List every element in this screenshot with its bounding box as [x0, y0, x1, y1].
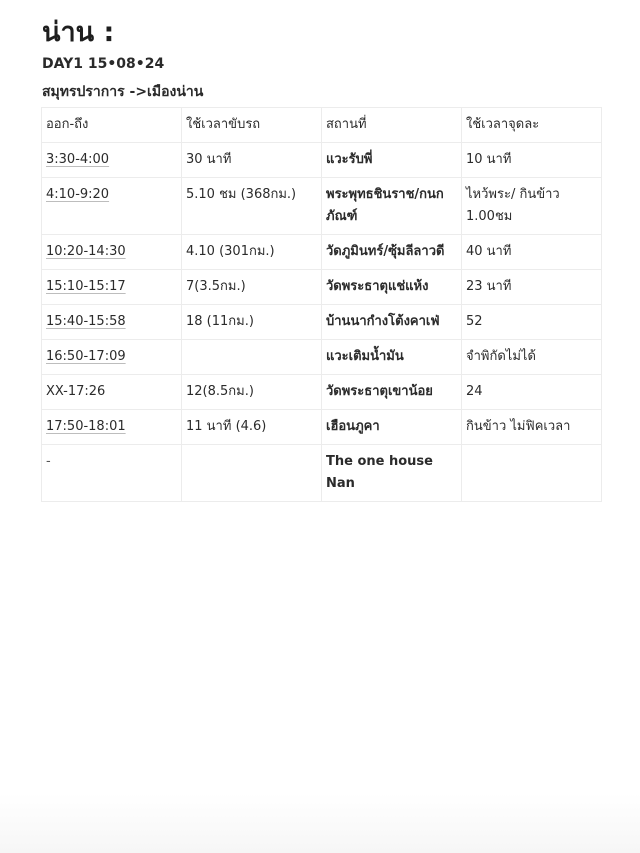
- cell-drive: [182, 410, 322, 445]
- cell-stay: [462, 445, 602, 502]
- table-row: [42, 305, 602, 340]
- cell-time: [42, 445, 182, 502]
- cell-drive: [182, 235, 322, 270]
- table-row: [42, 143, 602, 178]
- cell-time-text[interactable]: 15:40-15:58: [46, 314, 126, 329]
- cell-drive-text: 18 (11กม.): [186, 314, 254, 329]
- cell-place-text: พระพุทธชินราช/กนกภัณฑ์: [326, 187, 444, 224]
- cell-place-text: วัดภูมินทร์/ซุ้มลีลาวดี: [326, 244, 445, 259]
- cell-stay-text: 10 นาที: [466, 152, 512, 167]
- cell-place: [322, 270, 462, 305]
- table-row: [42, 375, 602, 410]
- cell-place: [322, 235, 462, 270]
- cell-drive: [182, 178, 322, 235]
- cell-stay-text: กินข้าว ไม่ฟิคเวลา: [466, 419, 571, 434]
- cell-time-text[interactable]: 3:30-4:00: [46, 152, 110, 167]
- cell-drive-text: 4.10 (301กม.): [186, 244, 275, 259]
- cell-drive-text: 12(8.5กม.): [186, 384, 254, 399]
- cell-drive-text: 5.10 ชม (368กม.): [186, 187, 297, 202]
- cell-place: [322, 305, 462, 340]
- table-row: [42, 270, 602, 305]
- cell-drive: [182, 270, 322, 305]
- header-cell-time: ออก-ถึง: [42, 108, 182, 143]
- cell-stay-text: จำพิกัดไม่ได้: [466, 349, 536, 364]
- cell-stay-text: ไหว้พระ/ กินข้าว 1.00ชม: [466, 187, 560, 224]
- cell-time-text[interactable]: 15:10-15:17: [46, 279, 126, 294]
- cell-stay: [462, 270, 602, 305]
- cell-time-text[interactable]: 16:50-17:09: [46, 349, 126, 364]
- cell-place: [322, 375, 462, 410]
- cell-place: [322, 340, 462, 375]
- table-row: [42, 178, 602, 235]
- table-header-row: [42, 108, 602, 143]
- cell-stay-text: 23 นาที: [466, 279, 512, 294]
- cell-time: [42, 305, 182, 340]
- cell-stay-text: 52: [466, 314, 483, 329]
- cell-stay: [462, 375, 602, 410]
- cell-place-text: The one house Nan: [326, 454, 433, 491]
- cell-stay-text: 24: [466, 384, 483, 399]
- cell-drive: [182, 340, 322, 375]
- header-cell-drive: ใช้เวลาขับรถ: [182, 108, 322, 143]
- cell-place-text: แวะรับพี่: [326, 152, 373, 167]
- cell-time: [42, 410, 182, 445]
- route-heading: สมุทรปราการ ->เมืองน่าน: [42, 84, 204, 100]
- cell-drive-text: 11 นาที (4.6): [186, 419, 267, 434]
- table-row: [42, 410, 602, 445]
- page-title: น่าน :: [42, 17, 115, 48]
- cell-place-text: บ้านนากำงโต้งคาเฟ่: [326, 314, 440, 329]
- cell-place-text: เฮือนภูคา: [326, 419, 380, 434]
- cell-place: [322, 445, 462, 502]
- cell-time: [42, 375, 182, 410]
- cell-drive-text: 7(3.5กม.): [186, 279, 246, 294]
- cell-place: [322, 410, 462, 445]
- table-row: [42, 235, 602, 270]
- cell-drive-text: 30 นาที: [186, 152, 232, 167]
- cell-drive: [182, 375, 322, 410]
- cell-place-text: วัดพระธาตุแช่แห้ง: [326, 279, 429, 294]
- cell-time-text[interactable]: 4:10-9:20: [46, 187, 110, 202]
- cell-stay: [462, 178, 602, 235]
- cell-stay: [462, 340, 602, 375]
- table-row: [42, 340, 602, 375]
- cell-place-text: วัดพระธาตุเขาน้อย: [326, 384, 433, 399]
- cell-time: [42, 143, 182, 178]
- cell-place-text: แวะเติมน้ำมัน: [326, 349, 404, 364]
- cell-stay: [462, 235, 602, 270]
- cell-time-text[interactable]: 10:20-14:30: [46, 244, 126, 259]
- cell-drive: [182, 305, 322, 340]
- table-row: [42, 445, 602, 502]
- cell-place: [322, 178, 462, 235]
- cell-drive: [182, 143, 322, 178]
- cell-time-text: -: [46, 454, 51, 469]
- cell-time-text[interactable]: 17:50-18:01: [46, 419, 126, 434]
- cell-stay: [462, 143, 602, 178]
- header-cell-place: สถานที่: [322, 108, 462, 143]
- day-heading: DAY1 15•08•24: [42, 56, 165, 72]
- cell-stay-text: 40 นาที: [466, 244, 512, 259]
- cell-time: [42, 235, 182, 270]
- cell-time-text: XX-17:26: [46, 384, 106, 399]
- cell-time: [42, 270, 182, 305]
- cell-place: [322, 143, 462, 178]
- header-cell-stay: ใช้เวลาจุดละ: [462, 108, 602, 143]
- cell-time: [42, 340, 182, 375]
- schedule-table: [41, 107, 602, 502]
- cell-stay: [462, 305, 602, 340]
- cell-time: [42, 178, 182, 235]
- cell-drive: [182, 445, 322, 502]
- cell-stay: [462, 410, 602, 445]
